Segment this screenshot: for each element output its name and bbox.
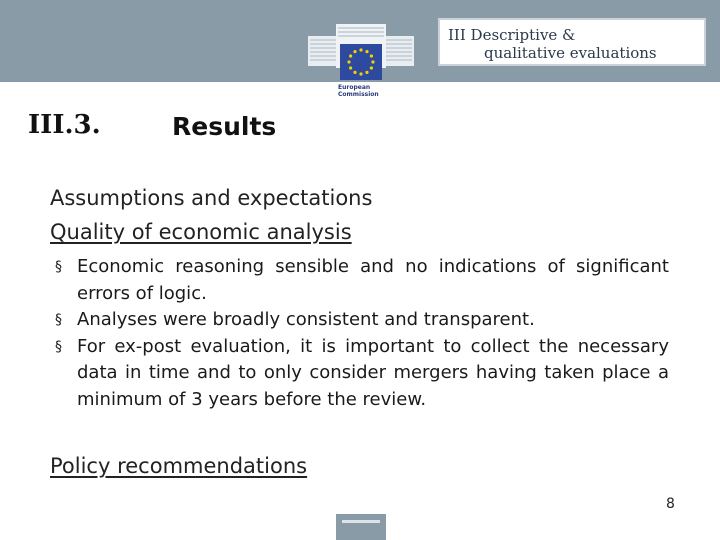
heading-quality: Quality of economic analysis	[50, 220, 352, 244]
eu-star-icon	[353, 71, 356, 74]
eu-star-icon	[347, 60, 350, 63]
eu-star-icon	[359, 48, 362, 51]
heading-policy: Policy recommendations	[50, 454, 308, 478]
section-label-box	[438, 18, 706, 66]
eu-star-icon	[370, 54, 373, 57]
section-number: III.3.	[28, 110, 101, 140]
footer-commission-logo	[336, 514, 386, 540]
bullet-item: § Economic reasoning sensible and no indications of significant errors of logic.	[55, 256, 669, 304]
bullet-marker-icon: §	[55, 259, 62, 275]
bullet-item: § Analyses were broadly consistent and transparent.	[55, 307, 669, 334]
bullet-list	[55, 254, 669, 413]
bullet-item: § For ex-post evaluation, it is important to collect the necessary data in time and to only consider mergers having taken place a minimum of 3 years before the review.	[55, 335, 669, 410]
eu-star-icon	[365, 71, 368, 74]
eu-star-icon	[370, 66, 373, 69]
eu-star-icon	[359, 72, 362, 75]
eu-star-icon	[349, 66, 352, 69]
eu-star-icon	[365, 50, 368, 53]
section-label-line2: qualitative evaluations	[484, 44, 657, 62]
section-label-line1: III Descriptive &	[448, 26, 576, 44]
eu-star-icon	[371, 60, 374, 63]
bullet-marker-icon: §	[55, 338, 62, 355]
logo-text: European Commission	[338, 84, 379, 98]
eu-star-icon	[353, 50, 356, 53]
page-number: 8	[666, 496, 675, 512]
page-title: Results	[172, 112, 277, 141]
bullet-marker-icon: §	[55, 312, 62, 328]
heading-assumptions: Assumptions and expectations	[50, 186, 373, 210]
eu-star-icon	[349, 54, 352, 57]
